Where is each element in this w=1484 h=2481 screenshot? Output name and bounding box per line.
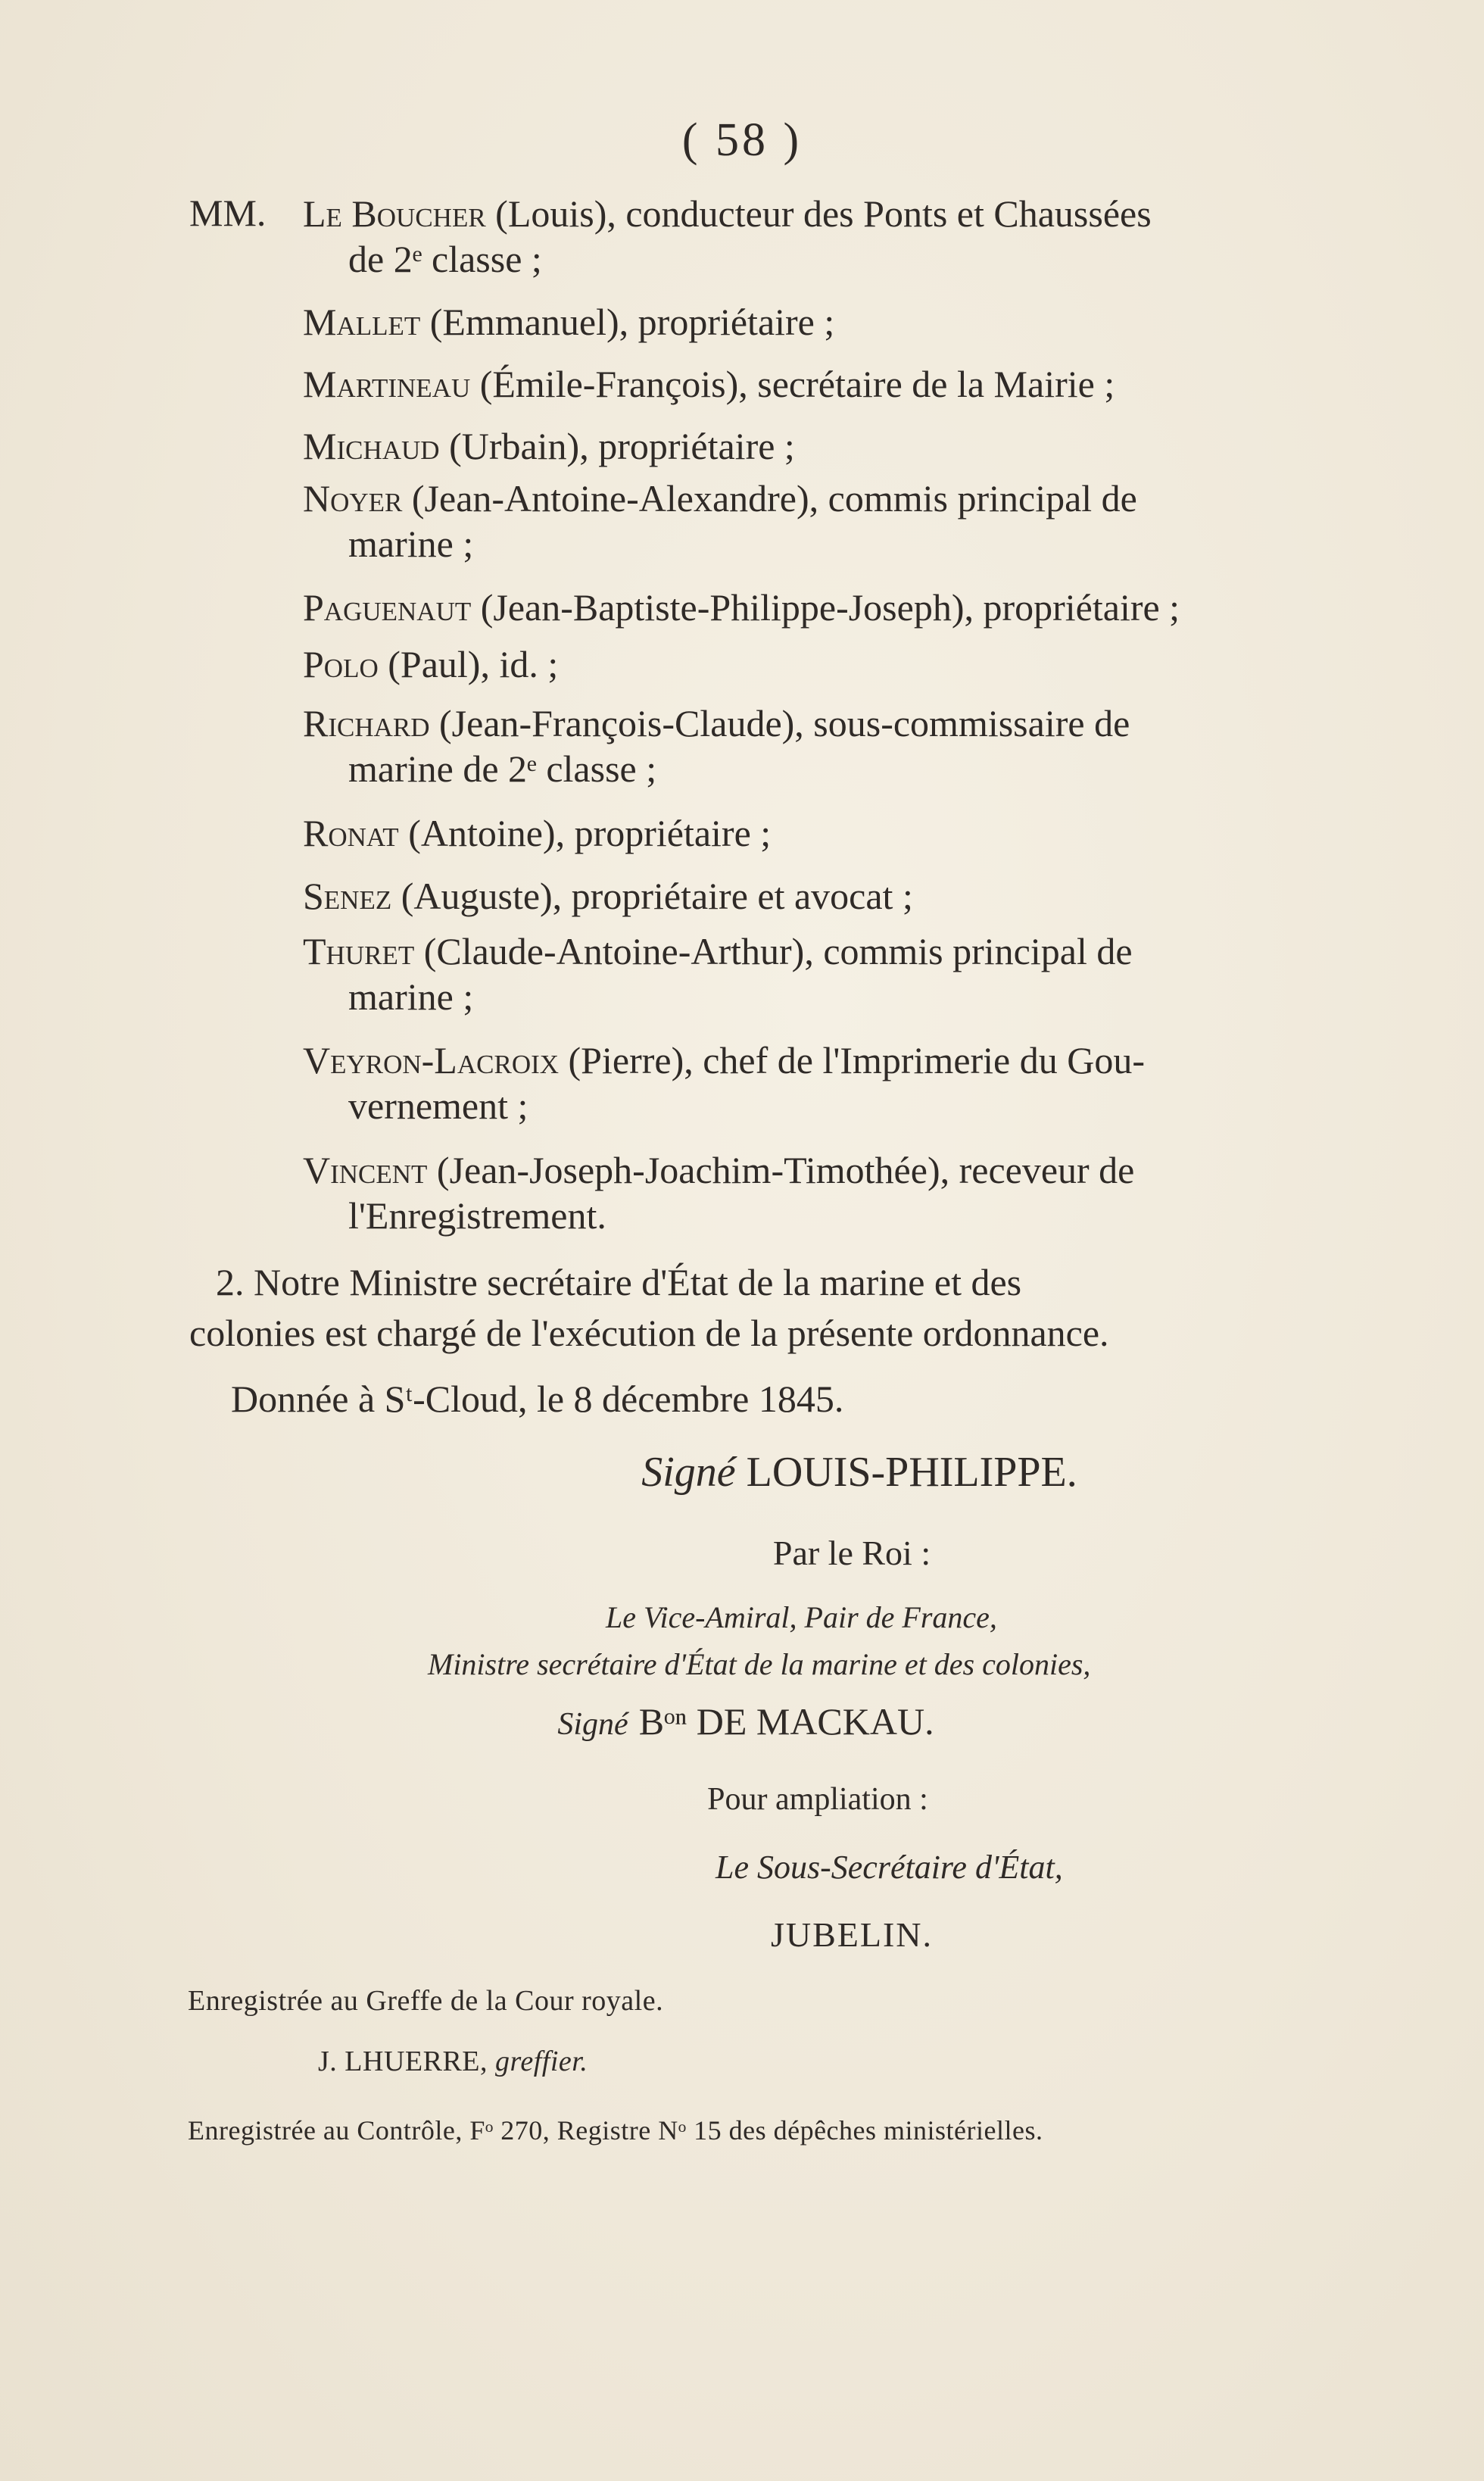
entry-first-line <box>303 425 795 467</box>
entry-first-line <box>303 643 558 685</box>
mackau-name: Bᵒⁿ DE MACKAU. <box>638 1700 934 1743</box>
name-entry <box>303 810 771 856</box>
entry-first-line <box>303 586 1180 629</box>
controle-registration: Enregistrée au Contrôle, Fᵒ 270, Registre Nᵒ 15 des dépêches ministérielles. <box>188 2115 1043 2146</box>
entry-continuation: marine de 2ᵉ classe ; <box>348 747 657 790</box>
greffier-title: greffier. <box>495 2046 588 2077</box>
person-details: (Antoine), propriétaire ; <box>408 812 772 854</box>
signature-mackau <box>0 1696 1484 1745</box>
person-surname: Polo <box>303 643 379 685</box>
king-name: LOUIS-PHILIPPE. <box>746 1449 1077 1496</box>
sous-secretaire-line: Le Sous-Secrétaire d'État, <box>716 1849 1063 1886</box>
person-details: (Jean-Joseph-Joachim-Timothée), receveur de <box>436 1149 1135 1191</box>
person-surname: Thuret <box>303 930 415 972</box>
person-details: (Emmanuel), propriétaire ; <box>429 301 835 343</box>
name-entry <box>303 873 913 919</box>
entry-continuation: marine ; <box>348 523 474 565</box>
par-le-roi: Par le Roi : <box>772 1534 931 1572</box>
name-entry <box>303 585 1180 630</box>
name-entry <box>303 1147 1134 1238</box>
person-details: (Urbain), propriétaire ; <box>449 425 795 467</box>
entry-first-line <box>303 192 1152 235</box>
page-number: ( 58 ) <box>681 114 803 166</box>
entry-continuation: l'Enregistrement. <box>348 1194 606 1237</box>
entry-first-line <box>303 875 913 917</box>
entry-first-line <box>303 930 1133 972</box>
person-surname: Noyer <box>303 477 403 520</box>
entry-first-line <box>303 477 1137 520</box>
person-surname: Martineau <box>303 363 471 405</box>
date-line: Donnée à Sᵗ-Cloud, le 8 décembre 1845. <box>231 1378 844 1420</box>
person-surname: Mallet <box>303 301 421 343</box>
entry-first-line <box>303 363 1115 405</box>
person-details: (Pierre), chef de l'Imprimerie du Gou- <box>568 1039 1146 1081</box>
person-details: (Auguste), propriétaire et avocat ; <box>401 875 913 917</box>
person-surname: Paguenaut <box>303 586 472 629</box>
person-surname: Veyron-Lacroix <box>303 1039 560 1081</box>
entry-continuation: de 2ᵉ classe ; <box>348 238 542 280</box>
lhuerre-signature <box>318 2045 588 2078</box>
entry-first-line <box>303 812 771 854</box>
signature-louis-philippe <box>0 1448 1484 1496</box>
person-details: (Émile-François), secrétaire de la Mairie ; <box>479 363 1115 405</box>
entry-first-line <box>303 301 834 343</box>
name-entry <box>303 423 795 469</box>
name-entry <box>303 299 834 345</box>
article-2-line-1: 2. Notre Ministre secrétaire d'État de la marine et des <box>216 1261 1022 1303</box>
signe-label: Signé <box>641 1449 736 1496</box>
pour-ampliation: Pour ampliation : <box>707 1782 928 1817</box>
person-details: (Claude-Antoine-Arthur), commis principal de <box>423 930 1133 972</box>
vice-amiral-line: Le Vice-Amiral, Pair de France, <box>606 1600 997 1634</box>
entry-first-line <box>303 1149 1134 1191</box>
person-surname: Vincent <box>303 1149 428 1191</box>
person-details: (Jean-Antoine-Alexandre), commis principal de <box>411 477 1137 520</box>
entry-first-line <box>303 1039 1145 1081</box>
person-details: (Louis), conducteur des Ponts et Chaussées <box>495 192 1152 235</box>
person-surname: Michaud <box>303 425 440 467</box>
person-surname: Le Boucher <box>303 192 486 235</box>
signe-label: Signé <box>557 1707 628 1742</box>
entry-continuation: marine ; <box>348 975 474 1018</box>
name-entry <box>303 361 1115 407</box>
jubelin-signature: JUBELIN. <box>770 1915 934 1954</box>
article-2-line-2: colonies est chargé de l'exécution de la présente ordonnance. <box>189 1312 1109 1354</box>
name-entry <box>303 641 558 687</box>
person-surname: Richard <box>303 702 430 744</box>
person-surname: Ronat <box>303 812 399 854</box>
name-entry <box>303 476 1137 566</box>
person-details: (Jean-François-Claude), sous-commissaire de <box>439 702 1130 744</box>
person-details: (Jean-Baptiste-Philippe-Joseph), propriétaire ; <box>480 586 1180 629</box>
greffe-registration: Enregistrée au Greffe de la Cour royale. <box>188 1985 664 2017</box>
name-entry <box>303 928 1133 1019</box>
person-surname: Senez <box>303 875 392 917</box>
ministre-line: Ministre secrétaire d'État de la marine et des colonies, <box>428 1647 1091 1681</box>
person-details: (Paul), id. ; <box>388 643 559 685</box>
mm-label: MM. <box>189 192 267 234</box>
entry-first-line <box>303 702 1130 744</box>
name-entry <box>303 701 1130 791</box>
entry-continuation: vernement ; <box>348 1084 528 1127</box>
name-entry <box>303 191 1152 282</box>
name-entry <box>303 1038 1145 1128</box>
lhuerre-name: J. LHUERRE, <box>318 2046 488 2077</box>
